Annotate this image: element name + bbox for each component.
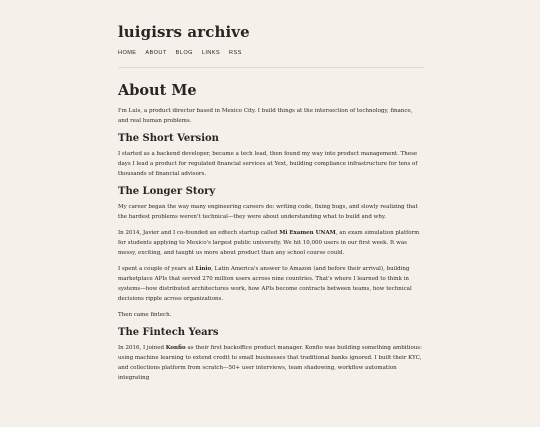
linio-name: Linio: [195, 266, 212, 272]
site-title[interactable]: luigisrs archive: [118, 23, 250, 41]
nav-about-link[interactable]: ABOUT: [145, 50, 167, 56]
short-version-heading: The Short Version: [118, 133, 219, 144]
p2-text-after: , an exam simulation platform for students applying to Mexico's largest public university. We hit 10,000 users in our first week. It was messy, exciting, and taught us more about product than any school course could.: [118, 230, 420, 256]
nav-blog-link[interactable]: BLOG: [175, 50, 193, 56]
short-version-paragraph: I started as a backend developer, became a tech lead, then found my way into product management. These days I lead a product for regulated financial services at Yext, building compliance infrastructure for tens of thousands of financial advisors.: [118, 151, 418, 177]
page-title: About Me: [118, 82, 197, 99]
fintech-text-after: as their first backoffice product manager. Konfio was building something ambitious: using machine learning to extend credit to small businesses that traditional banks ignored. I built their KYC, and collections platform from scratch—50+ user interviews, team shadowing, workflow automation integrating: [118, 345, 422, 381]
main-nav: [118, 49, 424, 68]
p2-text-before: In 2014, Javier and I co-founded an edtech startup called: [118, 230, 280, 236]
nav-links-link[interactable]: LINKS: [201, 50, 220, 56]
fintech-text-before: In 2016, I joined: [118, 345, 166, 351]
intro-paragraph: I'm Luis, a product director based in Mexico City. I build things at the intersection of technology, finance, and real human problems.: [118, 108, 413, 124]
longer-story-paragraph-3: [118, 264, 424, 304]
mi-examen-unam-name: Mi Examen UNAM: [279, 230, 336, 236]
page-container: [118, 22, 424, 383]
longer-story-paragraph-2: [118, 228, 424, 258]
konfio-name: Konfio: [165, 345, 186, 351]
p3-text-before: I spent a couple of years at: [118, 266, 196, 272]
site-header: [118, 22, 424, 68]
nav-home-link[interactable]: HOME: [118, 50, 137, 56]
longer-story-paragraph-1: My career began the way many engineering careers do: writing code, fixing bugs, and slowly realizing that the hardest problems weren't technical—they were about understanding what to build and why.: [118, 204, 418, 220]
main-content: [118, 82, 424, 383]
nav-rss-link[interactable]: RSS: [229, 50, 242, 56]
fintech-heading: The Fintech Years: [118, 327, 219, 338]
longer-story-paragraph-4: Then came fintech.: [118, 312, 172, 318]
p3-text-after: , Latin America's answer to Amazon (and before their arrival), building marketplace APIs that served 270 million users across nine countries. That's where I learned to think in systems—how distributed architectures work, how APIs become contracts between teams, how technical decisions ripple across organizations.: [118, 266, 412, 302]
longer-story-heading: The Longer Story: [118, 186, 216, 197]
fintech-paragraph-1: [118, 343, 424, 383]
